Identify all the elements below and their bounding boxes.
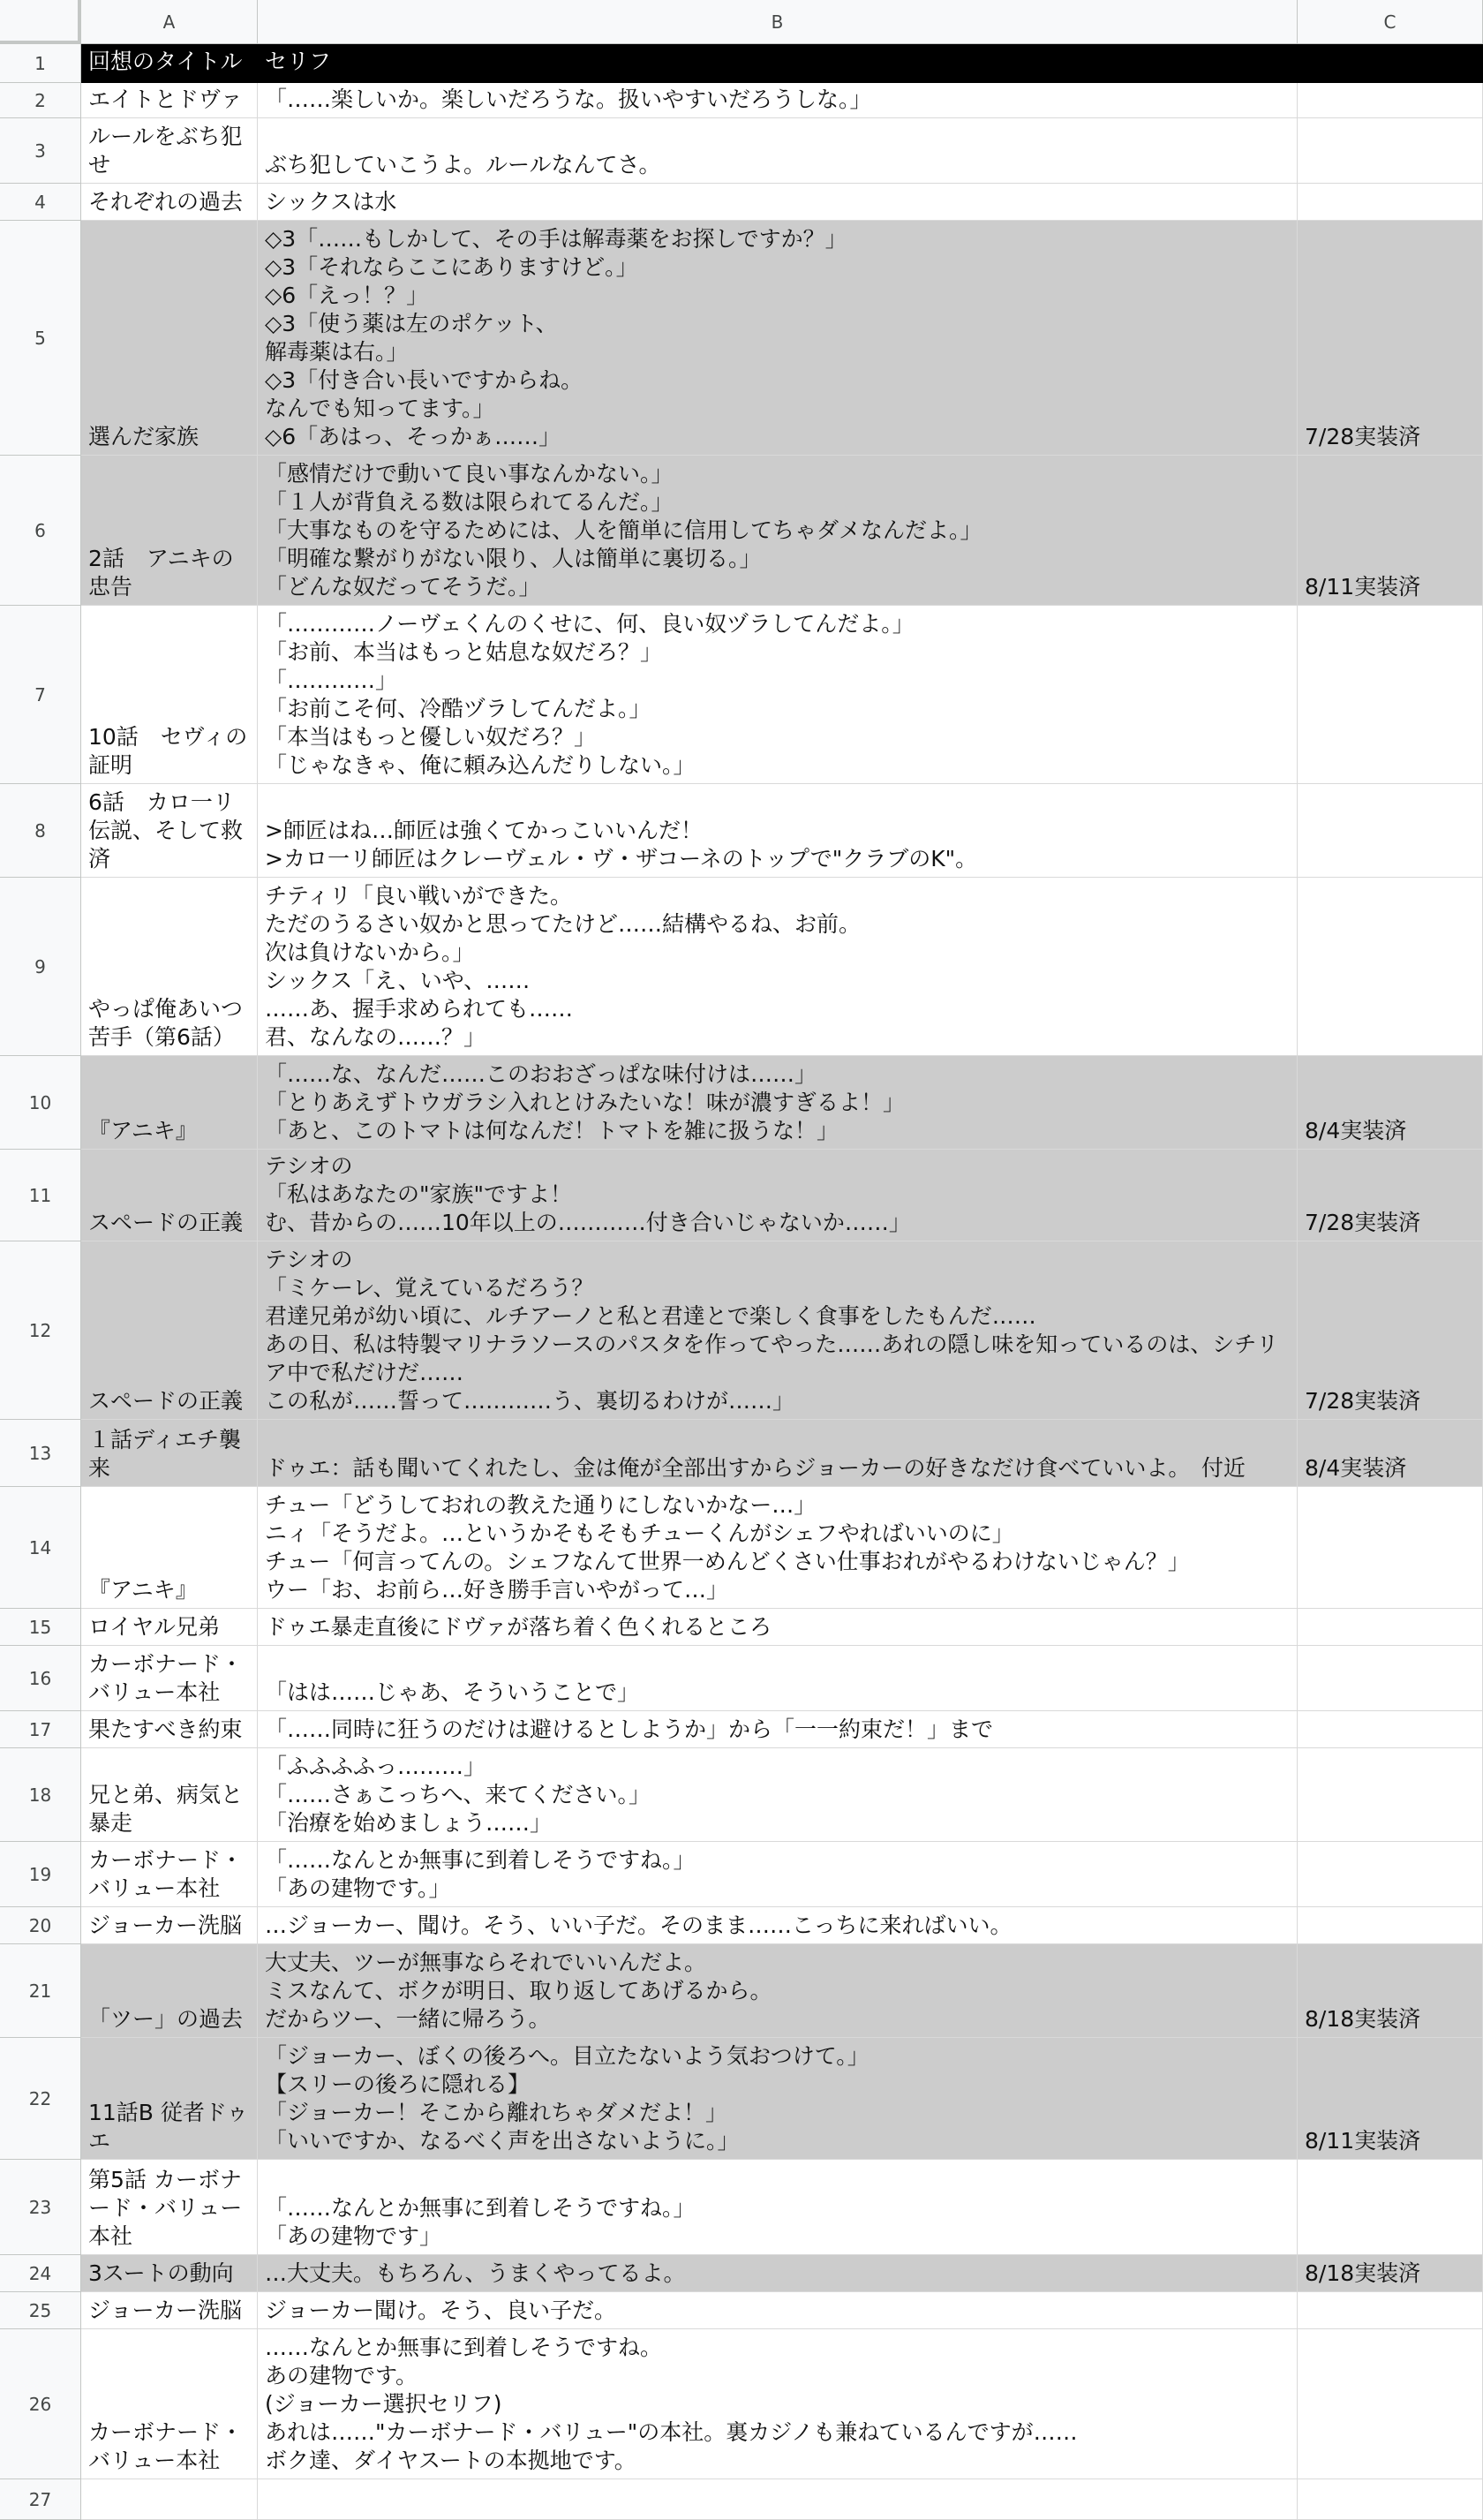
table-row [81, 2038, 1483, 2160]
cell-dialogue-text: 「……なんとか無事に到着しそうですね。」 「あの建物です。」 [265, 1847, 696, 1901]
cell-title[interactable] [81, 878, 258, 1056]
cell-status[interactable] [1298, 2292, 1483, 2329]
cell-dialogue-text: ドゥエ：話も聞いてくれたし、金は俺が全部出すからジョーカーの好きなだけ食べていいよ。 付近 [265, 1455, 1246, 1481]
table-row [81, 44, 1483, 83]
cell-status[interactable] [1298, 1241, 1483, 1420]
row-header[interactable]: 13 [0, 1420, 81, 1487]
row-header[interactable]: 25 [0, 2292, 81, 2329]
cell-dialogue-text: テシオの 「私はあなたの"家族"ですよ！ む、昔からの……10年以上の…………付き合いじゃないか……」 [265, 1153, 911, 1235]
cell-status[interactable] [1298, 1842, 1483, 1907]
cell-status[interactable] [1298, 1056, 1483, 1150]
cell-status[interactable] [1298, 1748, 1483, 1842]
cell-status[interactable] [1298, 1609, 1483, 1646]
table-row [81, 83, 1483, 118]
cell-dialogue-text: ドゥエ暴走直後にドヴァが落ち着く色くれるところ [265, 1614, 772, 1640]
cell-title-text: 「ツー」の過去 [88, 2006, 244, 2032]
cell-status-text: 7/28実装済 [1305, 1210, 1421, 1235]
column-header-b[interactable] [258, 0, 1298, 44]
cell-dialogue-text: 「ふふふふっ………」 「……さぁこっちへ、来てください。」 「治療を始めましょう……」 [265, 1754, 651, 1836]
table-row [81, 221, 1483, 456]
cell-title[interactable] [81, 1944, 258, 2038]
cell-title[interactable] [81, 1150, 258, 1241]
cell-status[interactable] [1298, 1944, 1483, 2038]
cell-title[interactable] [81, 456, 258, 606]
cell-title-text: カーボナード・バリュー本社 [88, 2419, 244, 2473]
table-row [81, 2479, 1483, 2520]
cell-title[interactable] [81, 1487, 258, 1609]
row-header[interactable]: 2 [0, 83, 81, 118]
cell-title[interactable] [81, 44, 258, 83]
cell-title-text: ジョーカー洗脳 [88, 1913, 243, 1938]
cell-status[interactable] [1298, 1646, 1483, 1711]
row-header[interactable]: 6 [0, 456, 81, 606]
cell-title-text: １話ディエチ襲来 [88, 1427, 242, 1481]
cell-dialogue[interactable] [258, 2292, 1298, 2329]
cell-dialogue[interactable] [258, 878, 1298, 1056]
cell-dialogue[interactable] [258, 1907, 1298, 1944]
cell-dialogue[interactable] [258, 1420, 1298, 1487]
cell-dialogue-text: 「……同時に狂うのだけは避けるとしようか」から「一一約束だ！」まで [265, 1716, 994, 1742]
cell-status[interactable] [1298, 1907, 1483, 1944]
cell-dialogue[interactable] [258, 44, 1298, 83]
cell-dialogue[interactable] [258, 2038, 1298, 2160]
row-header[interactable]: 12 [0, 1241, 81, 1420]
table-row [81, 118, 1483, 184]
cell-title-text: 10話 セヴィの証明 [88, 724, 248, 778]
cell-dialogue-text: 「……な、なんだ……このおおざっぱな味付けは……」 「とりあえずトウガラシ入れとけみたいな！味が濃すぎるよ！」 「あと、このトマトは何なんだ！トマトを雑に扱うな！」 [265, 1061, 906, 1143]
table-row [81, 2329, 1483, 2479]
cell-dialogue[interactable] [258, 1609, 1298, 1646]
row-header[interactable]: 7 [0, 606, 81, 784]
cell-dialogue-text: テシオの 「ミケーレ、覚えているだろう？ 君達兄弟が幼い頃に、ルチアーノと私と君達とで楽しく食事をしたもんだ…… あの日、私は特製マリナラソースのパスタを作ってやった……あれの隠し味を知っているのは、シチリア中で私だけだ…… この私が……誓って…………う、裏切るわけが……」 [265, 1247, 1279, 1414]
cell-title-text: 『アニキ』 [88, 1577, 198, 1603]
cell-status[interactable] [1298, 606, 1483, 784]
cell-title[interactable] [81, 1907, 258, 1944]
cell-title[interactable] [81, 1842, 258, 1907]
table-row [81, 1711, 1483, 1748]
cell-title[interactable] [81, 784, 258, 878]
cell-dialogue[interactable] [258, 784, 1298, 878]
cell-dialogue[interactable] [258, 1150, 1298, 1241]
cell-status[interactable] [1298, 118, 1483, 184]
row-header[interactable]: 21 [0, 1944, 81, 2038]
cell-title-text: ジョーカー洗脳 [88, 2297, 243, 2323]
cell-dialogue-text: 「はは……じゃあ、そういうことで」 [265, 1679, 640, 1705]
cell-dialogue[interactable] [258, 1646, 1298, 1711]
row-header[interactable]: 14 [0, 1487, 81, 1609]
cell-title-text: 2話 アニキの忠告 [88, 546, 234, 600]
row-header[interactable]: 10 [0, 1056, 81, 1150]
cell-title[interactable] [81, 2329, 258, 2479]
cell-status[interactable] [1298, 1711, 1483, 1748]
cell-dialogue-text: チュー「どうしておれの教えた通りにしないかなー…」 ニィ「そうだよ。…というかそもそもチューくんがシェフやればいいのに」 チュー「何言ってんの。シェフなんて世界一めんどくさい仕事おれがやるわけないじゃん？」 ウー「お、お前ら…好き勝手言いやがって…」 [265, 1492, 1190, 1603]
cell-title-text: エイトとドヴァ [88, 87, 243, 112]
cell-dialogue[interactable] [258, 118, 1298, 184]
cell-dialogue-text: >師匠はね…師匠は強くてかっこいいんだ！ >カロ一リ師匠はクレーヴェル・ヴ・ザコーネのトップで"クラブのK"。 [265, 818, 978, 871]
row-header[interactable]: 9 [0, 878, 81, 1056]
cell-dialogue[interactable] [258, 2160, 1298, 2255]
column-header-a-label: A [162, 11, 176, 33]
table-row [81, 1944, 1483, 2038]
row-header[interactable]: 1 [0, 44, 81, 83]
cell-dialogue-text: ◇3「……もしかして、その手は解毒薬をお探しですか？」 ◇3「それならここにありますけど。」 ◇6「えっ！？」 ◇3「使う薬は左のポケット、 解毒薬は右。」 ◇3「付き合い長いですからね。 なんでも知ってます。」 ◇6「あはっ、そっかぁ……」 [265, 226, 847, 449]
cell-dialogue[interactable] [258, 1056, 1298, 1150]
table-row [81, 1907, 1483, 1944]
cell-title[interactable] [81, 606, 258, 784]
cell-status[interactable] [1298, 456, 1483, 606]
cell-dialogue[interactable] [258, 2329, 1298, 2479]
table-row [81, 1842, 1483, 1907]
cell-status-text: 8/4実装済 [1305, 1455, 1407, 1481]
cell-status[interactable] [1298, 221, 1483, 456]
cell-dialogue-text: 「……なんとか無事に到着しそうですね。」 「あの建物です」 [265, 2195, 696, 2249]
row-header[interactable]: 16 [0, 1646, 81, 1711]
cell-title[interactable] [81, 184, 258, 221]
table-row [81, 1646, 1483, 1711]
cell-title-text: 『アニキ』 [88, 1118, 198, 1143]
table-row [81, 1609, 1483, 1646]
cell-status-text: 8/4実装済 [1305, 1118, 1407, 1143]
cell-title[interactable] [81, 221, 258, 456]
cell-dialogue[interactable] [258, 606, 1298, 784]
cell-dialogue-text: 「感情だけで動いて良い事なんかない。」 「１人が背負える数は限られてるんだ。」 「大事なものを守るためには、人を簡単に信用してちゃダメなんだよ。」 「明確な繋がりがない限り、人は簡単に裏切る。」 「どんな奴だってそうだ。」 [265, 461, 982, 600]
cell-status[interactable] [1298, 2038, 1483, 2160]
cell-title-text: それぞれの過去 [88, 189, 244, 215]
cell-status-text: 7/28実装済 [1305, 424, 1421, 449]
cell-status[interactable] [1298, 1487, 1483, 1609]
cell-dialogue[interactable] [258, 1711, 1298, 1748]
table-row [81, 456, 1483, 606]
cell-status[interactable] [1298, 2160, 1483, 2255]
cell-status-text: 7/28実装済 [1305, 1388, 1421, 1414]
row-header[interactable]: 8 [0, 784, 81, 878]
cell-title-text: カーボナード・バリュー本社 [88, 1847, 244, 1901]
cell-title[interactable] [81, 1711, 258, 1748]
row-header[interactable]: 11 [0, 1150, 81, 1241]
cell-title[interactable] [81, 2038, 258, 2160]
cell-title[interactable] [81, 2160, 258, 2255]
cell-dialogue-text: チティリ「良い戦いができた。 ただのうるさい奴かと思ってたけど……結構やるね、お前。 次は負けないから。」 シックス「え、いや、…… ……あ、握手求められても…… 君、なんなの……？」 [265, 883, 862, 1050]
row-header[interactable]: 20 [0, 1907, 81, 1944]
row-header[interactable]: 22 [0, 2038, 81, 2160]
cell-title-text: 第5話 カーボナード・バリュー本社 [88, 2167, 243, 2249]
row-header[interactable]: 3 [0, 118, 81, 184]
cell-dialogue-text: セリフ [265, 48, 332, 74]
cell-dialogue-text: 大丈夫、ツーが無事ならそれでいいんだよ。 ミスなんて、ボクが明日、取り返してあげるから。 だからツー、一緒に帰ろう。 [265, 1950, 772, 2032]
table-row [81, 784, 1483, 878]
cell-title[interactable] [81, 2255, 258, 2292]
cell-title[interactable] [81, 1609, 258, 1646]
cell-status[interactable] [1298, 2255, 1483, 2292]
cell-title-text: 11話B 従者ドゥエ [88, 2100, 249, 2154]
cell-title[interactable] [81, 1646, 258, 1711]
cell-status[interactable] [1298, 2329, 1483, 2479]
cell-dialogue[interactable] [258, 1842, 1298, 1907]
cell-dialogue-text: 「…………ノーヴェくんのくせに、何、良い奴ヅラしてんだよ。」 「お前、本当はもっと姑息な奴だろ？」 「…………」 「お前こそ何、冷酷ヅラしてんだよ。」 「本当はもっと優しい奴だろ？」 「じゃなきゃ、俺に頼み込んだりしない。」 [265, 611, 915, 778]
row-header[interactable]: 26 [0, 2329, 81, 2479]
cell-title-text: 兄と弟、病気と暴走 [88, 1782, 244, 1836]
cell-dialogue[interactable] [258, 184, 1298, 221]
cell-title-text: スペードの正義 [88, 1210, 244, 1235]
cell-dialogue[interactable] [258, 1241, 1298, 1420]
cell-status[interactable] [1298, 1150, 1483, 1241]
row-header[interactable]: 18 [0, 1748, 81, 1842]
cell-title[interactable] [81, 83, 258, 118]
cell-title[interactable] [81, 1056, 258, 1150]
cell-title[interactable] [81, 1748, 258, 1842]
row-header[interactable]: 27 [0, 2479, 81, 2520]
cell-title[interactable] [81, 118, 258, 184]
cell-dialogue[interactable] [258, 2479, 1298, 2520]
cell-title-text: カーボナード・バリュー本社 [88, 1651, 244, 1705]
cell-status[interactable] [1298, 878, 1483, 1056]
table-row [81, 2255, 1483, 2292]
cell-status[interactable] [1298, 184, 1483, 221]
row-header[interactable]: 5 [0, 221, 81, 456]
cell-dialogue[interactable] [258, 456, 1298, 606]
row-header[interactable]: 17 [0, 1711, 81, 1748]
cell-status[interactable] [1298, 784, 1483, 878]
cell-dialogue-text: ジョーカー聞け。そう、良い子だ。 [265, 2297, 617, 2323]
cell-title[interactable] [81, 2292, 258, 2329]
cell-title-text: 選んだ家族 [88, 424, 199, 449]
row-header[interactable]: 23 [0, 2160, 81, 2255]
table-row [81, 1056, 1483, 1150]
select-all-corner[interactable] [0, 0, 81, 44]
cell-title-text: 回想のタイトル [88, 48, 243, 74]
table-row [81, 878, 1483, 1056]
cell-title-text: 6話 カロ一リ伝説、そして救済 [88, 789, 244, 871]
table-row [81, 1150, 1483, 1241]
cell-dialogue[interactable] [258, 1487, 1298, 1609]
row-header[interactable]: 15 [0, 1609, 81, 1646]
column-header-c-label: C [1383, 11, 1396, 33]
cell-title-text: 3スートの動向 [88, 2260, 234, 2286]
cell-title-text: ルールをぶち犯せ [88, 124, 243, 177]
cell-title-text: やっぱ俺あいつ苦手（第6話） [88, 996, 244, 1050]
table-row [81, 1241, 1483, 1420]
cell-status[interactable] [1298, 83, 1483, 118]
cell-dialogue-text: 「ジョーカー、ぼくの後ろへ。目立たないよう気おつけて。」 【スリーの後ろに隠れる】 「ジョーカー！そこから離れちゃダメだよ！」 「いいですか、なるべく声を出さないように。」 [265, 2043, 869, 2154]
table-row [81, 606, 1483, 784]
cell-dialogue[interactable] [258, 83, 1298, 118]
cell-dialogue-text: ……なんとか無事に到着しそうですね。 あの建物です。 (ジョーカー選択セリフ) あれは……"カーボナード・バリュー"の本社。裏カジノも兼ねているんですが…… ボク達、ダイヤスートの本拠地です。 [265, 2335, 1078, 2473]
table-row [81, 1487, 1483, 1609]
cell-status-text: 8/18実装済 [1305, 2006, 1421, 2032]
row-header[interactable]: 4 [0, 184, 81, 221]
cell-status-text: 8/11実装済 [1305, 574, 1421, 600]
cell-status-text: 8/11実装済 [1305, 2128, 1421, 2154]
cell-dialogue-text: …大丈夫。もちろん、うまくやってるよ。 [265, 2260, 686, 2286]
cell-title[interactable] [81, 2479, 258, 2520]
cell-dialogue-text: …ジョーカー、聞け。そう、いい子だ。そのまま……こっちに来ればいい。 [265, 1913, 1013, 1938]
cell-title-text: 果たすべき約束 [88, 1716, 243, 1742]
cell-status[interactable] [1298, 1420, 1483, 1487]
row-header[interactable]: 24 [0, 2255, 81, 2292]
table-row [81, 184, 1483, 221]
table-row [81, 2292, 1483, 2329]
cell-title-text: スペードの正義 [88, 1388, 244, 1414]
cell-dialogue-text: ぶち犯していこうよ。ルールなんてさ。 [265, 152, 661, 177]
cell-dialogue-text: 「……楽しいか。楽しいだろうな。扱いやすいだろうしな。」 [265, 87, 872, 112]
table-row [81, 2160, 1483, 2255]
cell-dialogue[interactable] [258, 2255, 1298, 2292]
cell-title[interactable] [81, 1241, 258, 1420]
column-header-a[interactable] [81, 0, 258, 44]
column-header-b-label: B [771, 11, 784, 33]
cell-title[interactable] [81, 1420, 258, 1487]
column-header-c[interactable] [1298, 0, 1483, 44]
cell-dialogue[interactable] [258, 221, 1298, 456]
cell-dialogue-text: シックスは水 [265, 189, 397, 215]
cell-status[interactable] [1298, 44, 1483, 83]
row-header[interactable]: 19 [0, 1842, 81, 1907]
cell-status[interactable] [1298, 2479, 1483, 2520]
cell-title-text: ロイヤル兄弟 [88, 1614, 221, 1640]
cell-dialogue[interactable] [258, 1748, 1298, 1842]
cell-status-text: 8/18実装済 [1305, 2260, 1421, 2286]
cell-dialogue[interactable] [258, 1944, 1298, 2038]
table-row [81, 1748, 1483, 1842]
table-row [81, 1420, 1483, 1487]
